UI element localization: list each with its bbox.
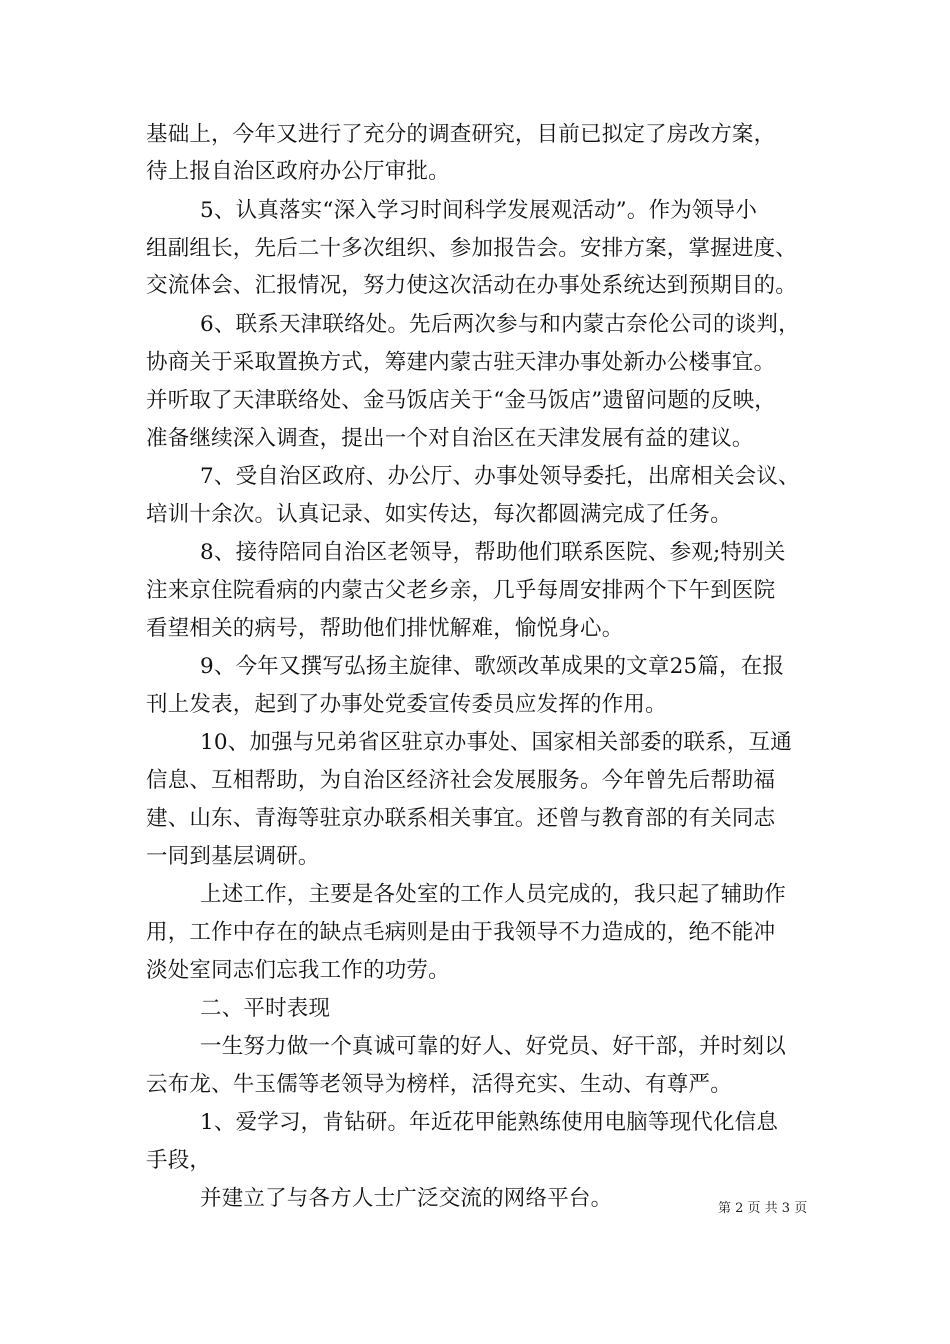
page-number-footer: 第 2 页 共 3 页 xyxy=(718,1201,808,1216)
text-line-27: 1、爱学习，肯钻研。年近花甲能熟练使用电脑等现代化信息 xyxy=(200,1110,779,1135)
text-line-4: 组副组长，先后二十多次组织、参加报告会。安排方案，掌握进度、 xyxy=(146,236,798,261)
text-line-13: 注来京住院看病的内蒙古父老乡亲，几乎每周安排两个下午到医院 xyxy=(146,578,776,603)
text-line-6: 6、联系天津联络处。先后两次参与和内蒙古奈伦公司的谈判， xyxy=(200,312,800,337)
text-line-8: 并听取了天津联络处、金马饭店关于“金马饭店”遗留问题的反映， xyxy=(146,388,776,413)
section-heading: 二、平时表现 xyxy=(200,996,331,1021)
text-line-7: 协商关于采取置换方式，筹建内蒙古驻天津办事处新办公楼事宜。 xyxy=(146,350,776,375)
text-line-29: 并建立了与各方人士广泛交流的网络平台。 xyxy=(200,1186,613,1211)
text-line-14: 看望相关的病号，帮助他们排忧解难，愉悦身心。 xyxy=(146,616,624,641)
text-line-1: 基础上，今年又进行了充分的调查研究，目前已拟定了房改方案， xyxy=(146,122,776,147)
text-line-5: 交流体会、汇报情况，努力使这次活动在办事处系统达到预期目的。 xyxy=(146,273,798,298)
text-line-16: 刊上发表，起到了办事处党委宣传委员应发挥的作用。 xyxy=(146,692,667,717)
text-line-9: 准备继续深入调查，提出一个对自治区在天津发展有益的建议。 xyxy=(146,426,754,451)
text-line-12: 8、接待陪同自治区老领导，帮助他们联系医院、参观;特别关 xyxy=(200,540,786,565)
text-line-17: 10、加强与兄弟省区驻京办事处、国家相关部委的联系，互通 xyxy=(200,730,792,755)
text-line-2: 待上报自治区政府办公厅审批。 xyxy=(146,159,450,184)
text-line-10: 7、受自治区政府、办公厅、办事处领导委托，出席相关会议、 xyxy=(200,464,800,489)
text-line-23: 淡处室同志们忘我工作的功劳。 xyxy=(146,958,450,983)
text-line-20: 一同到基层调研。 xyxy=(146,844,320,869)
text-line-21: 上述工作，主要是各处室的工作人员完成的，我只起了辅助作 xyxy=(200,882,786,907)
text-line-19: 建、山东、青海等驻京办联系相关事宜。还曾与教育部的有关同志 xyxy=(146,806,776,831)
text-line-25: 一生努力做一个真诚可靠的好人、好党员、好干部，并时刻以 xyxy=(200,1034,786,1059)
text-line-22: 用，工作中存在的缺点毛病则是由于我领导不力造成的，绝不能冲 xyxy=(146,920,776,945)
text-line-18: 信息、互相帮助，为自治区经济社会发展服务。今年曾先后帮助福 xyxy=(146,768,776,793)
text-line-15: 9、今年又撰写弘扬主旋律、歌颂改革成果的文章25篇，在报 xyxy=(200,654,785,679)
text-line-28: 手段， xyxy=(146,1148,212,1173)
text-line-3: 5、认真落实“深入学习时间科学发展观活动”。作为领导小 xyxy=(200,198,758,223)
text-line-11: 培训十余次。认真记录、如实传达，每次都圆满完成了任务。 xyxy=(146,502,732,527)
text-line-26: 云布龙、牛玉儒等老领导为榜样，活得充实、生动、有尊严。 xyxy=(146,1072,732,1097)
